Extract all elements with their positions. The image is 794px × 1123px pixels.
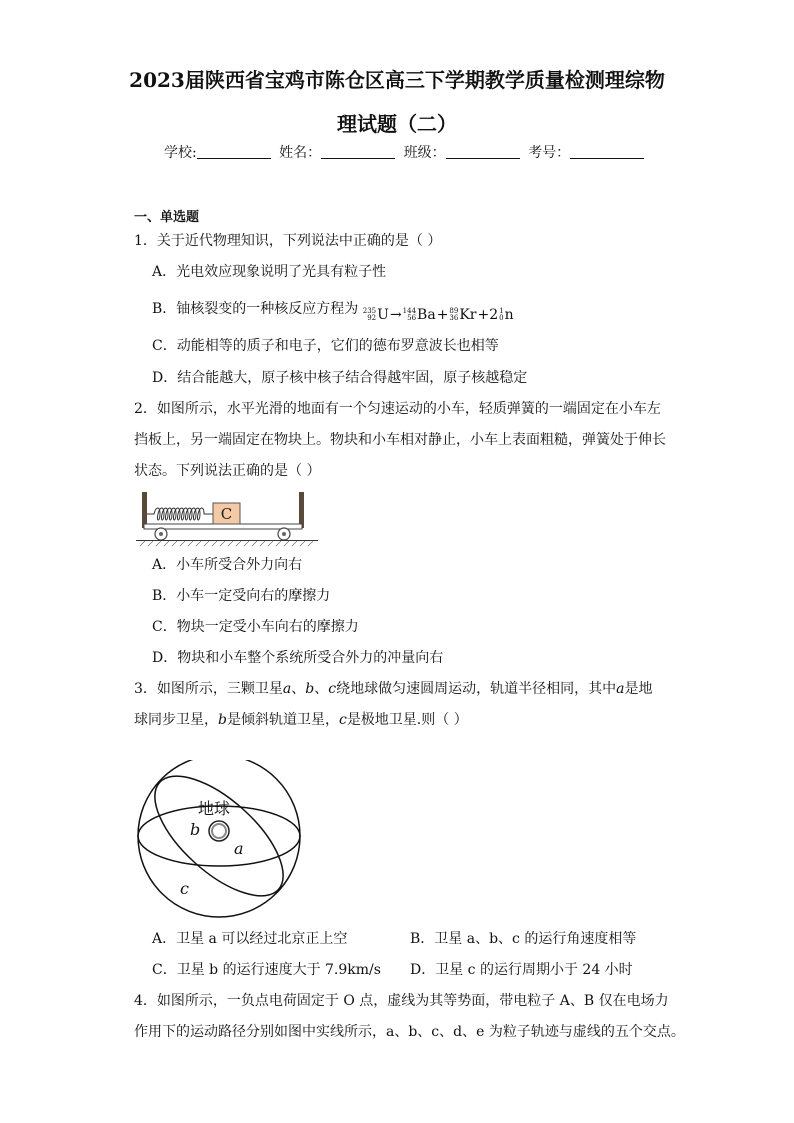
kr-mass-number: 89 bbox=[449, 307, 459, 315]
ba-symbol: Ba bbox=[417, 307, 436, 323]
class-label: 班级： bbox=[403, 145, 446, 161]
n-atomic-number: 0 bbox=[499, 314, 504, 322]
left-baffle bbox=[142, 492, 147, 528]
q3-var-c2: c bbox=[338, 712, 347, 728]
q3-stem2-pre: 球同步卫星， bbox=[134, 712, 218, 728]
orbit-c-label: c bbox=[180, 879, 189, 898]
right-baffle bbox=[299, 492, 304, 528]
q3-var-a: a bbox=[282, 681, 292, 697]
q1-option-b-text: B．铀核裂变的一种核反应方程为 bbox=[152, 301, 359, 317]
q3-var-a2: a bbox=[616, 681, 625, 697]
q3-var-c: c bbox=[328, 681, 337, 697]
u-symbol: U bbox=[377, 307, 389, 323]
q3-option-a: A．卫星 a 可以经过北京正上空 bbox=[152, 931, 348, 947]
cart-bed bbox=[144, 524, 302, 529]
school-blank[interactable] bbox=[197, 144, 271, 159]
q3-option-c: C．卫星 b 的运行速度大于 7.9km/s bbox=[152, 962, 381, 978]
u-atomic-number: 92 bbox=[367, 314, 377, 322]
earth-label: 地球 bbox=[197, 799, 231, 818]
q1-stem: 1．关于近代物理知识，下列说法中正确的是（ ） bbox=[134, 233, 442, 249]
kr-symbol: Kr bbox=[459, 307, 477, 323]
q3-stem-line2 bbox=[134, 710, 468, 730]
q3-option-b: B．卫星 a、b、c 的运行角速度相等 bbox=[410, 931, 637, 947]
q3-sep2: 、 bbox=[314, 681, 329, 697]
plus-two: +2 bbox=[477, 307, 499, 323]
block-c-label: C bbox=[220, 505, 233, 523]
n-symbol: n bbox=[504, 307, 514, 323]
name-label: 姓名： bbox=[279, 145, 322, 161]
cart-spring-figure bbox=[134, 486, 320, 552]
q2-option-d: D．物块和小车整个系统所受合外力的冲量向右 bbox=[152, 650, 444, 666]
exam-title-line2: 理试题（二） bbox=[337, 112, 457, 136]
q3-sep1: 、 bbox=[291, 681, 306, 697]
orbit-b-label: b bbox=[190, 820, 201, 839]
satellite-orbits-figure bbox=[134, 760, 308, 922]
number-label: 考号： bbox=[528, 145, 571, 161]
q1-option-d: D．结合能越大，原子核中核子结合得越牢固，原子核越稳定 bbox=[152, 370, 528, 386]
q2-option-a: A．小车所受合外力向右 bbox=[152, 557, 303, 573]
q3-stem1-mid: 绕地球做匀速圆周运动，轨道半径相同，其中 bbox=[336, 681, 617, 697]
plus-sign: + bbox=[436, 307, 449, 323]
q3-var-b2: b bbox=[218, 712, 227, 728]
q3-var-b: b bbox=[305, 681, 315, 697]
n-mass-number: 1 bbox=[499, 307, 504, 315]
q3-stem-line1 bbox=[134, 679, 652, 699]
q1-option-a: A．光电效应现象说明了光具有粒子性 bbox=[152, 264, 387, 280]
q3-stem2-mid: 是倾斜轨道卫星， bbox=[226, 712, 339, 728]
orbit-a-label: a bbox=[234, 839, 244, 858]
name-blank[interactable] bbox=[321, 144, 395, 159]
ba-mass-number: 144 bbox=[402, 307, 417, 315]
q4-stem-line1: 4．如图所示，一负点电荷固定于 O 点，虚线为其等势面，带电粒子 A、B 仅在电场力 bbox=[134, 993, 669, 1009]
ground-hatching bbox=[140, 541, 313, 546]
q3-stem1-end: 是地 bbox=[624, 681, 653, 697]
q2-option-c: C．物块一定受小车向右的摩擦力 bbox=[152, 619, 359, 635]
q2-stem-line1: 2．如图所示，水平光滑的地面有一个匀速运动的小车，轻质弹簧的一端固定在小车左 bbox=[134, 401, 661, 417]
student-info-row bbox=[164, 142, 648, 162]
q2-stem-line3: 状态。下列说法正确的是（ ） bbox=[134, 463, 321, 479]
reaction-arrow: → bbox=[389, 307, 402, 323]
spring bbox=[147, 508, 213, 520]
school-label: 学校: bbox=[164, 145, 197, 161]
q3-stem2-end: 是极地卫星.则（ ） bbox=[346, 712, 468, 728]
q4-stem-line2: 作用下的运动路径分别如图中实线所示，a、b、c、d、e 为粒子轨迹与虚线的五个交点。 bbox=[134, 1024, 685, 1040]
right-wheel-hub bbox=[282, 532, 286, 536]
q2-stem-line2: 挡板上，另一端固定在物块上。物块和小车相对静止，小车上表面粗糙，弹簧处于伸长 bbox=[134, 432, 666, 448]
q1-option-c: C．动能相等的质子和电子，它们的德布罗意波长也相等 bbox=[152, 338, 499, 354]
left-wheel-hub bbox=[159, 532, 163, 536]
fission-equation bbox=[363, 305, 514, 325]
section-heading: 一、单选题 bbox=[134, 210, 200, 225]
exam-title-line1: 2023届陕西省宝鸡市陈仓区高三下学期教学质量检测理综物 bbox=[129, 68, 665, 92]
kr-atomic-number: 36 bbox=[449, 314, 459, 322]
q3-option-d: D．卫星 c 的运行周期小于 24 小时 bbox=[410, 962, 633, 978]
class-blank[interactable] bbox=[446, 144, 520, 159]
u-mass-number: 235 bbox=[362, 307, 377, 315]
q1-option-b bbox=[152, 299, 514, 325]
number-blank[interactable] bbox=[570, 144, 644, 159]
ba-atomic-number: 56 bbox=[407, 314, 417, 322]
q3-stem1-pre: 3．如图所示，三颗卫星 bbox=[134, 681, 283, 697]
q2-option-b: B．小车一定受向右的摩擦力 bbox=[152, 588, 331, 604]
